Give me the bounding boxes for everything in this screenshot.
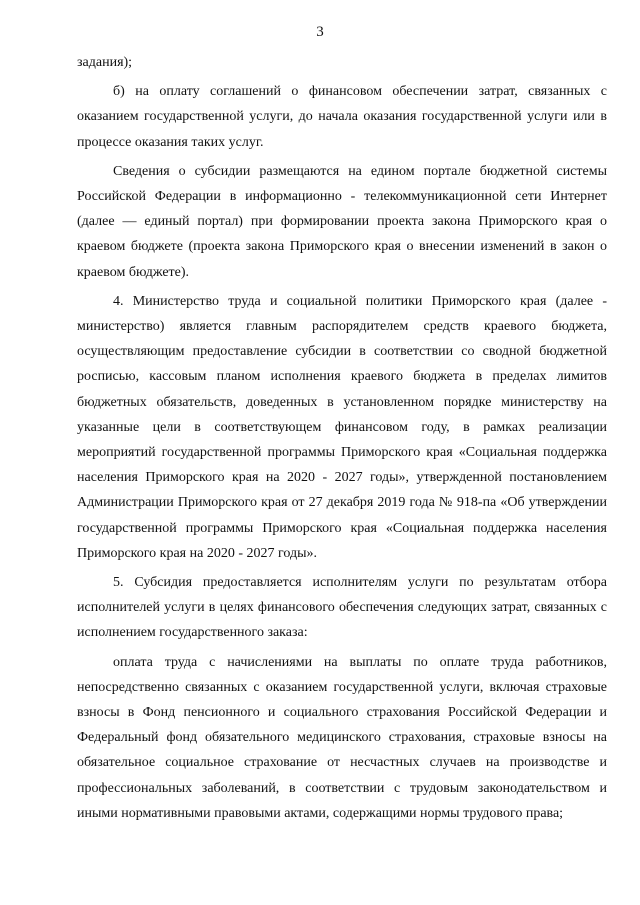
paragraph-5-subsidy: 5. Субсидия предоставляется исполнителям услуги по результатам отбора исполнителей услуги в целях финансового обеспечения следующих затрат, связанных с исполнением государственного заказа: bbox=[77, 575, 607, 641]
paragraph-item-b: б) на оплату соглашений о финансовом обеспечении затрат, связанных с оказанием государственной услуги, до начала оказания государственной услуги или в процессе оказания таких услуг. bbox=[77, 84, 607, 150]
page-number: 3 bbox=[316, 24, 324, 40]
paragraph-subsidy-info: Сведения о субсидии размещаются на едином портале бюджетной системы Российской Федерации в информационно - телекоммуникационной сети Интернет (далее — единый портал) при формировании проекта закона Приморского края о краевом бюджете (проекта закона Приморского края о внесении изменений в закон о краевом бюджете). bbox=[77, 163, 607, 280]
document-body bbox=[77, 50, 607, 826]
paragraph-labor-payment: оплата труда с начислениями на выплаты по оплате труда работников, непосредственно связанных с оказанием государственной услуги, включая страховые взносы в Фонд пенсионного и социального страхования Российской Федерации и Федеральный фонд обязательного медицинского страхования, страховые взносы на обязательное социальное страхование от несчастных случаев на производстве и профессиональных заболеваний, в соответствии с трудовым законодательством и иными нормативными правовыми актами, содержащими нормы трудового права; bbox=[77, 654, 607, 821]
paragraph-4-ministry: 4. Министерство труда и социальной политики Приморского края (далее - министерство) является главным распорядителем средств краевого бюджета, осуществляющим предоставление субсидии в соответствии со сводной бюджетной росписью, кассовым планом исполнения краевого бюджета в пределах лимитов бюджетных обязательств, доведенных в установленном порядке министерству на указанные цели в соответствующем финансовом году, в рамках реализации мероприятий государственной программы Приморского края «Социальная поддержка населения Приморского края на 2020 - 2027 годы», утвержденной постановлением Администрации Приморского края от 27 декабря 2019 года № 918-па «Об утверждении государственной программы Приморского края «Социальная поддержка населения Приморского края на 2020 - 2027 годы». bbox=[77, 293, 607, 561]
paragraph-continuation: задания); bbox=[77, 55, 133, 70]
